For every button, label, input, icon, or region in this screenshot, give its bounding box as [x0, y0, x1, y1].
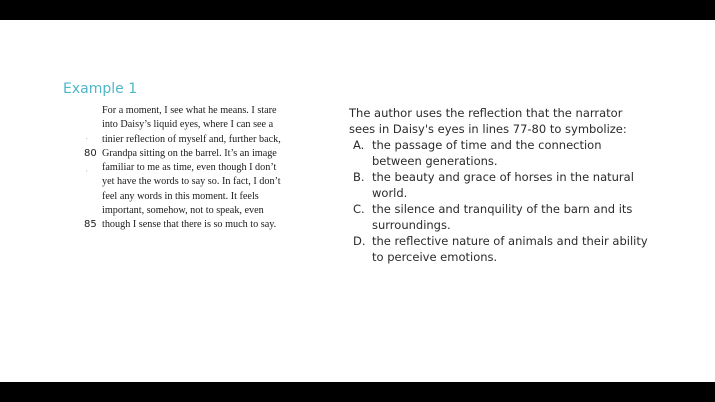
- passage-line: [84, 175, 294, 189]
- line-number: 80: [84, 147, 97, 159]
- question-block: [349, 105, 649, 265]
- line-number: 85: [84, 219, 97, 231]
- passage-line-text: Grandpa sitting on the barrel. It’s an image: [102, 147, 277, 159]
- option-text: the beauty and grace of horses in the natural world.: [372, 170, 634, 200]
- option-text: the passage of time and the connection between generations.: [372, 138, 602, 168]
- answer-options: [349, 137, 649, 265]
- passage-line: [84, 104, 294, 118]
- passage-line: [84, 161, 294, 175]
- passage-line: [84, 204, 294, 218]
- answer-option-d: [349, 233, 649, 265]
- answer-option-a: [349, 137, 649, 169]
- answer-option-b: [349, 169, 649, 201]
- passage-line: [84, 218, 294, 232]
- passage: [84, 104, 294, 233]
- option-letter: A.: [353, 138, 365, 152]
- margin-tick-mark: ’: [86, 138, 88, 144]
- passage-line-text: important, somehow, not to speak, even: [102, 205, 264, 217]
- passage-line-text: though I sense that there is so much to say.: [102, 219, 277, 231]
- slide: [0, 20, 715, 382]
- passage-line-text: into Daisy’s liquid eyes, where I can see a: [102, 119, 274, 131]
- answer-option-c: [349, 201, 649, 233]
- question-stem: The author uses the reflection that the narrator sees in Daisy's eyes in lines 77-80 to symbolize:: [349, 106, 627, 136]
- margin-tick-mark: ,: [86, 167, 88, 173]
- option-text: the silence and tranquility of the barn and its surroundings.: [372, 202, 633, 232]
- passage-line: [84, 118, 294, 132]
- passage-line-text: tinier reflection of myself and, further back,: [102, 133, 281, 145]
- passage-line: [84, 147, 294, 161]
- option-letter: D.: [353, 234, 366, 248]
- passage-line-text: familiar to me as time, even though I don’t: [102, 162, 277, 174]
- passage-line-text: feel any words in this moment. It feels: [102, 190, 259, 202]
- option-text: the reflective nature of animals and their ability to perceive emotions.: [372, 234, 648, 264]
- passage-line-text: yet have the words to say so. In fact, I don’t: [102, 176, 281, 188]
- passage-line: [84, 190, 294, 204]
- option-letter: B.: [353, 170, 365, 184]
- slide-title: Example 1: [63, 81, 138, 97]
- option-letter: C.: [353, 202, 365, 216]
- passage-line: [84, 133, 294, 147]
- passage-line-text: For a moment, I see what he means. I stare: [102, 105, 277, 116]
